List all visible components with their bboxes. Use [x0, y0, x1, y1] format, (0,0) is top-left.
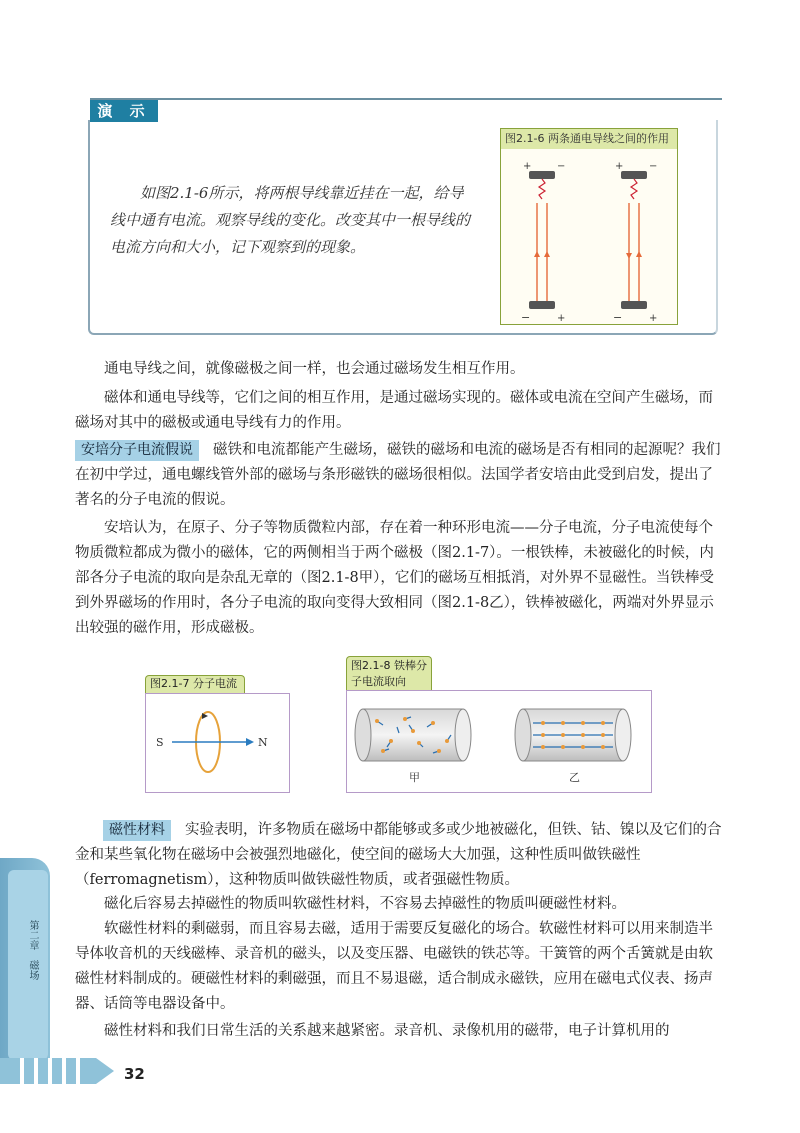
svg-text:+: + [649, 313, 658, 324]
paragraph-3-text: 磁铁和电流都能产生磁场，磁铁的磁场和电流的磁场是否有相同的起源呢？我们在初中学过，通电螺线管外部的磁场与条形磁铁的磁场很相似。法国学者安培由此受到启发，提出了著名的分子电流的假说。 [75, 442, 721, 508]
svg-text:+: + [557, 313, 566, 324]
demo-text: 如图2.1-6所示，将两根导线靠近挂在一起，给导线中通有电流。观察导线的变化。改变其中一根导线的电流方向和大小，记下观察到的现象。 [110, 184, 471, 256]
parallel-wires-diagram [501, 149, 676, 327]
figure-2-1-6-caption: 图2.1-6 两条通电导线之间的作用 [501, 129, 677, 149]
label-yi: 乙 [569, 771, 580, 784]
figure-2-1-6 [500, 128, 678, 325]
paragraph-4: 安培认为，在原子、分子等物质微粒内部，存在着一种环形电流——分子电流，分子电流使每个物质微粒都成为微小的磁体，它的两侧相当于两个磁极（图2.1-7）。一根铁棒，未被磁化的时候，内部各分子电流的取向是杂乱无章的（图2.1-8甲），它们的磁场互相抵消，对外界不显磁性。当铁棒受到外界磁场的作用时，各分子电流的取向变得大致相同（图2.1-8乙），铁棒被磁化，两端对外界显示出较强的磁作用，形成磁极。 [75, 520, 714, 636]
label-n: N [258, 736, 268, 749]
figure-2-1-7 [145, 693, 290, 793]
label-s: S [156, 736, 164, 749]
paragraph-5-text: 实验表明，许多物质在磁场中都能够或多或少地被磁化，但铁、钴、镍以及它们的合金和某些氧化物在磁场中会被强烈地磁化，使空间的磁场大大加强，这种性质叫做铁磁性（ferromagnetism），这种物质叫做铁磁性物质，或者强磁性物质。 [75, 822, 722, 888]
svg-text:−: − [521, 311, 531, 324]
paragraph-3 [75, 438, 725, 513]
footer-stripes [0, 1058, 120, 1084]
label-jia: 甲 [409, 771, 420, 784]
demo-label: 演 示 [90, 100, 158, 122]
paragraph-6: 磁化后容易去掉磁性的物质叫软磁性材料，不容易去掉磁性的物质叫硬磁性材料。 [104, 896, 626, 912]
svg-text:−: − [557, 161, 566, 172]
figure-2-1-7-caption: 图2.1-7 分子电流 [145, 675, 245, 693]
figure-2-1-8-caption: 图2.1-8 铁棒分子电流取向 [346, 656, 432, 692]
paragraph-7: 软磁性材料的剩磁弱，而且容易去磁，适用于需要反复磁化的场合。软磁性材料可以用来制造半导体收音机的天线磁棒、录音机的磁头，以及变压器、电磁铁的铁芯等。干簧管的两个舌簧就是由软磁性材料制成的。硬磁性材料的剩磁强，而且不易退磁，适合制成永磁铁，应用在磁电式仪表、扬声器、话筒等电器设备中。 [75, 921, 713, 1012]
demo-header-rule [90, 98, 722, 100]
section-tag-magnetic-materials: 磁性材料 [103, 820, 171, 841]
paragraph-5 [75, 818, 725, 893]
svg-text:−: − [649, 161, 658, 172]
page-number: 32 [124, 1065, 145, 1083]
figure-2-1-8 [346, 690, 652, 793]
chapter-label: 第二章 磁场 [27, 920, 38, 980]
section-tag-ampere: 安培分子电流假说 [75, 440, 199, 461]
svg-text:+: + [615, 161, 624, 172]
paragraph-1: 通电导线之间，就像磁极之间一样，也会通过磁场发生相互作用。 [104, 361, 525, 377]
svg-text:−: − [613, 311, 623, 324]
paragraph-8: 磁性材料和我们日常生活的关系越来越紧密。录音机、录像机用的磁带，电子计算机用的 [104, 1023, 670, 1039]
paragraph-2: 磁体和通电导线等，它们之间的相互作用，是通过磁场实现的。磁体或电流在空间产生磁场，而磁场对其中的磁极或通电导线有力的作用。 [75, 390, 713, 431]
svg-text:+: + [523, 161, 532, 172]
